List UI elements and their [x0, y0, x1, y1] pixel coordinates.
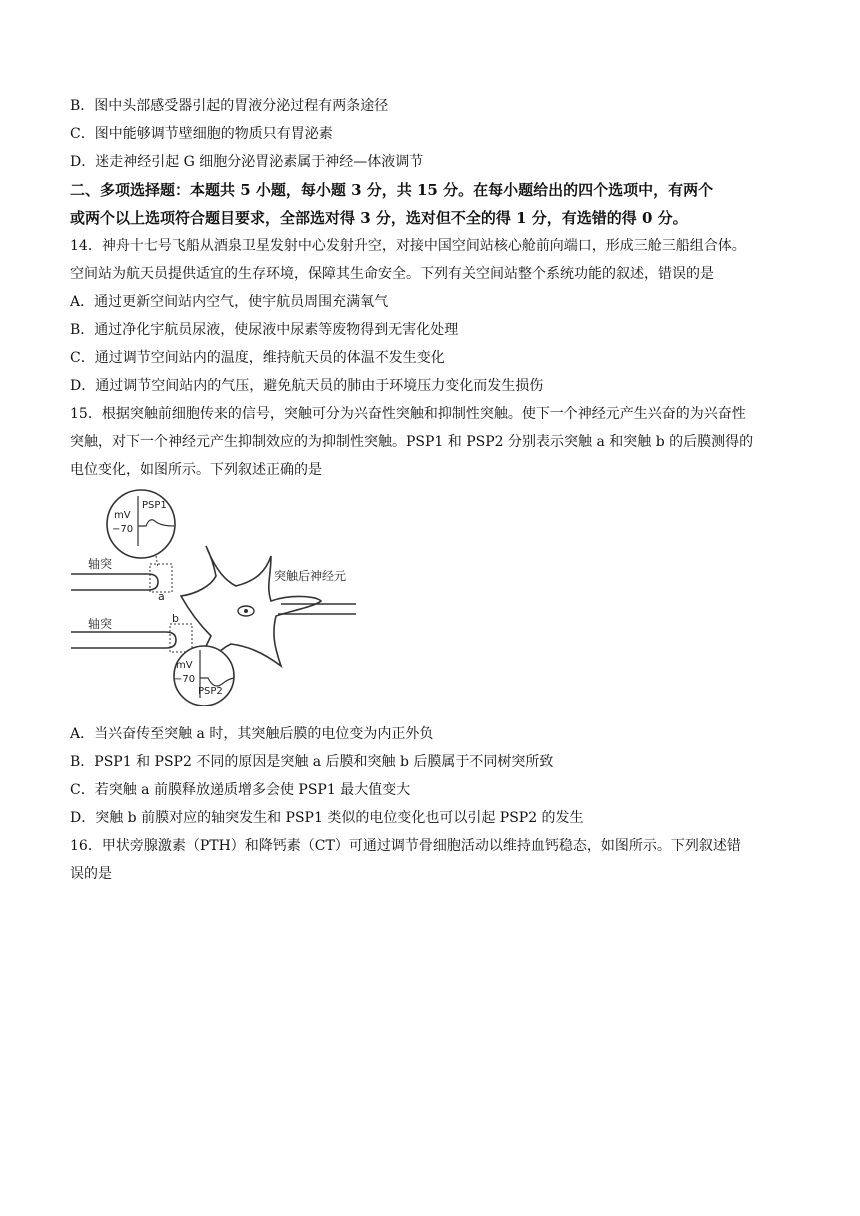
axon-label-1: 轴突 [88, 557, 113, 571]
mv-label-top: mV [114, 510, 131, 521]
axon-b [71, 632, 176, 648]
q14-stem-line2: 空间站为航天员提供适宜的生存环境，保障其生命安全。下列有关空间站整个系统功能的叙述，错误的是 [70, 266, 714, 282]
nucleolus [244, 609, 248, 613]
q13-option-c: C．图中能够调节壁细胞的物质只有胃泌素 [70, 126, 333, 142]
q15-option-b: B．PSP1 和 PSP2 不同的原因是突触 a 后膜和突触 b 后膜属于不同树突所致 [70, 754, 554, 770]
q15-stem-line2: 突触，对下一个神经元产生抑制效应的为抑制性突触。PSP1 和 PSP2 分别表示突触 a 和突触 b 的后膜测得的 [70, 434, 754, 450]
synapse-diagram-svg [66, 486, 366, 706]
q16-stem-line2: 误的是 [70, 866, 112, 882]
q15-option-c: C．若突触 a 前膜释放递质增多会使 PSP1 最大值变大 [70, 782, 411, 798]
q14-option-b: B．通过净化宇航员尿液，使尿液中尿素等废物得到无害化处理 [70, 322, 459, 338]
q14-option-a: A．通过更新空间站内空气，使宇航员周围充满氧气 [70, 294, 389, 310]
synapse-a-box [150, 564, 172, 592]
q14-option-c: C．通过调节空间站内的温度，维持航天员的体温不发生变化 [70, 350, 445, 366]
minus70-label-bottom: −70 [174, 674, 196, 685]
q15-stem-line1: 15．根据突触前细胞传来的信号，突触可分为兴奋性突触和抑制性突触。使下一个神经元产生兴奋的为兴奋性 [70, 406, 746, 422]
minus70-label-top: −70 [112, 524, 134, 535]
q13-option-d: D．迷走神经引起 G 细胞分泌胃泌素属于神经—体液调节 [70, 154, 424, 170]
synapse-b-box [170, 624, 192, 652]
synapse-b-label: b [172, 612, 179, 625]
postsynaptic-neuron-label: 突触后神经元 [274, 569, 347, 583]
q16-stem-line1: 16．甲状旁腺激素（PTH）和降钙素（CT）可通过调节骨细胞活动以维持血钙稳态，如图所示。下列叙述错 [70, 838, 741, 854]
q13-option-b: B．图中头部感受器引起的胃液分泌过程有两条途径 [70, 98, 389, 114]
section2-heading-line2: 或两个以上选项符合题目要求，全部选对得 3 分，选对但不全的得 1 分，有选错的得 0 分。 [70, 209, 688, 227]
psp1-label: PSP1 [142, 500, 167, 511]
axon-a [71, 574, 158, 590]
q14-option-d: D．通过调节空间站内的气压，避免航天员的肺由于环境压力变化而发生损伤 [70, 378, 544, 394]
synapse-a-label: a [158, 590, 165, 603]
psp1-connector [156, 556, 158, 568]
q15-option-a: A．当兴奋传至突触 a 时，其突触后膜的电位变为内正外负 [70, 726, 434, 742]
q14-stem-line1: 14．神舟十七号飞船从酒泉卫星发射中心发射升空，对接中国空间站核心舱前向端口，形成三舱三船组合体。 [70, 238, 746, 254]
mv-label-bottom: mV [176, 660, 193, 671]
psp2-label: PSP2 [198, 686, 223, 697]
q15-option-d: D．突触 b 前膜对应的轴突发生和 PSP1 类似的电位变化也可以引起 PSP2 的发生 [70, 810, 584, 826]
section2-heading-line1: 二、多项选择题：本题共 5 小题，每小题 3 分，共 15 分。在每小题给出的四个选项中，有两个 [70, 181, 714, 199]
synapse-diagram [66, 486, 366, 706]
axon-label-2: 轴突 [88, 617, 113, 631]
q15-stem-line3: 电位变化，如图所示。下列叙述正确的是 [70, 462, 322, 478]
